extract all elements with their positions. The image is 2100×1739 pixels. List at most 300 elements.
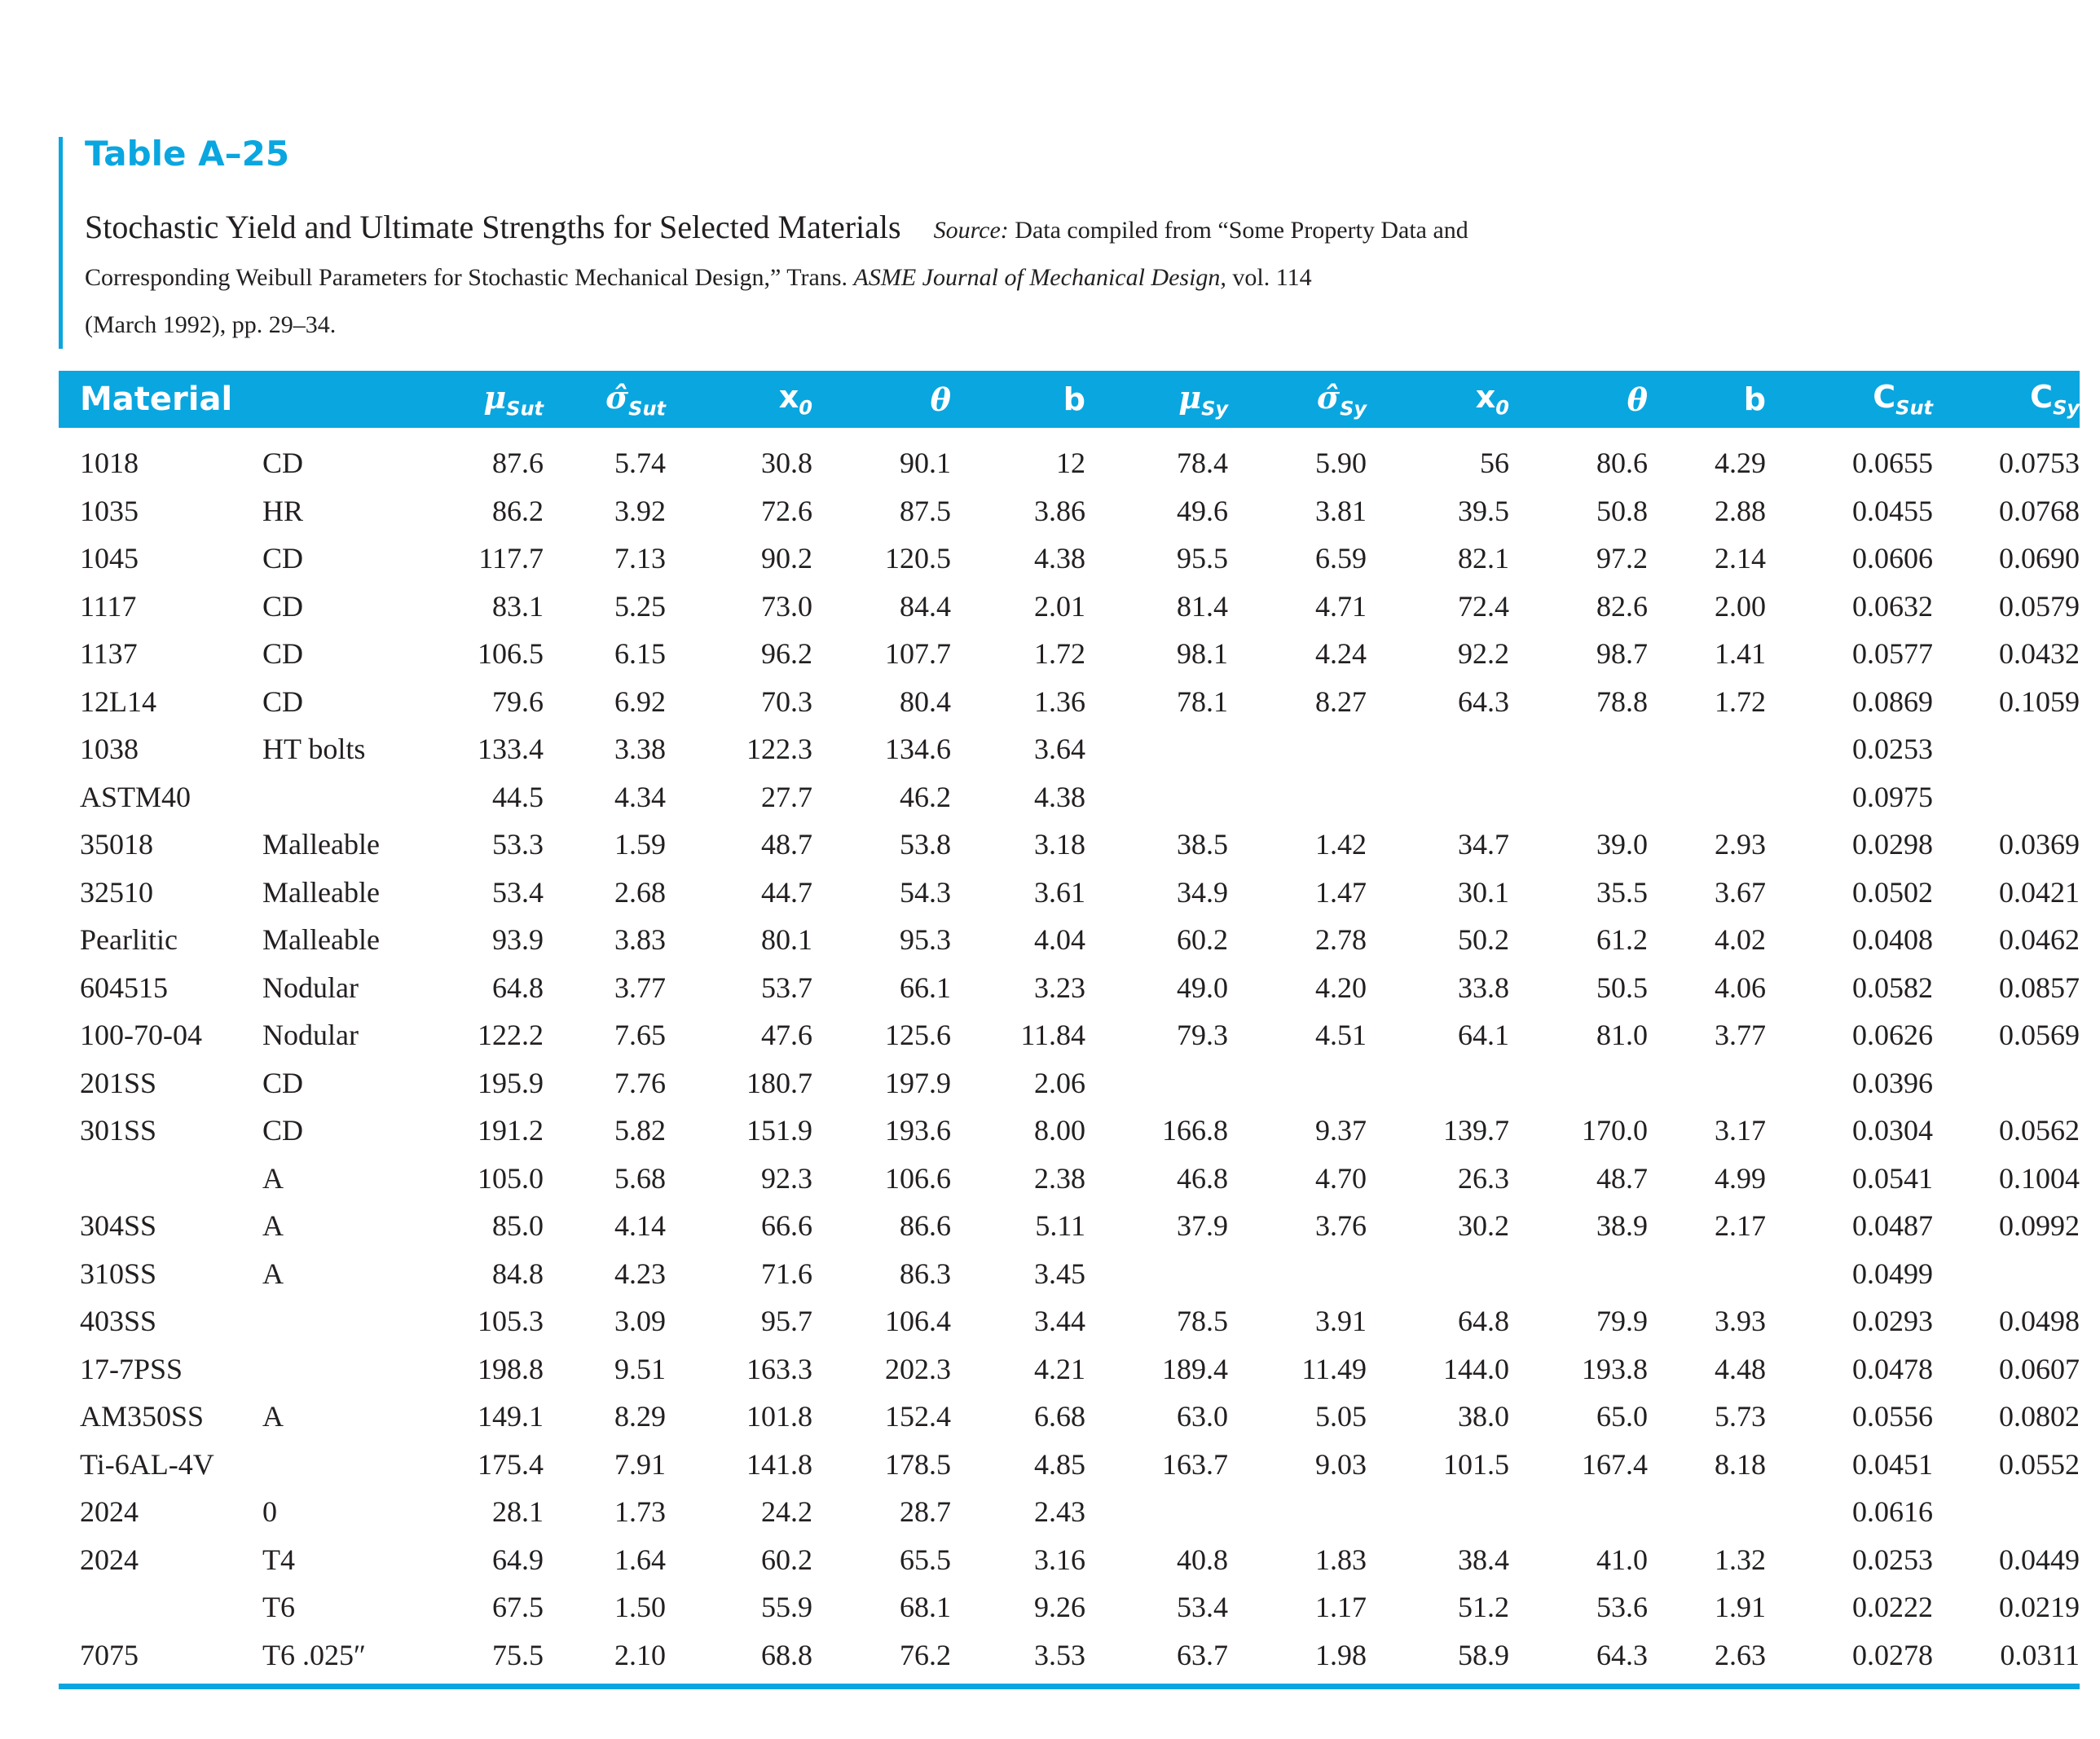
cell-theta-yield: 193.8 — [1582, 1352, 1648, 1385]
cell-b-ultimate: 4.38 — [1034, 542, 1085, 575]
cell-theta-ultimate: 197.9 — [885, 1066, 951, 1099]
cell-sigma-sy: 1.83 — [1315, 1543, 1367, 1576]
cell-b-yield: 3.67 — [1715, 875, 1766, 909]
table-row — [59, 916, 2080, 964]
cell-theta-yield: 170.0 — [1582, 1114, 1648, 1147]
table-row — [59, 535, 2080, 583]
cell-x0-yield: 34.7 — [1458, 828, 1509, 861]
cell-mu-sy — [1085, 725, 1228, 773]
cell-mu-sy: 60.2 — [1177, 923, 1228, 957]
cell-sigma-sut: 4.34 — [614, 780, 666, 813]
cell-mu-sut: 105.0 — [478, 1161, 544, 1195]
cell-c-sut: 0.0616 — [1852, 1495, 1933, 1529]
cell-x0-ultimate: 90.2 — [761, 542, 812, 575]
cell-condition: Nodular — [262, 971, 359, 1004]
cell-sigma-sy: 3.81 — [1315, 494, 1367, 527]
cell-theta-ultimate: 28.7 — [900, 1495, 951, 1529]
cell-x0-yield: 144.0 — [1443, 1352, 1509, 1385]
cell-material: 1045 — [80, 542, 139, 575]
cell-c-sy: 0.0569 — [1999, 1019, 2080, 1052]
cell-sigma-sut: 1.59 — [614, 828, 666, 861]
cell-c-sut: 0.0632 — [1852, 589, 1933, 623]
cell-b-ultimate: 3.45 — [1034, 1257, 1085, 1290]
cell-c-sy — [1933, 1059, 2080, 1107]
cell-x0-ultimate: 30.8 — [761, 447, 812, 480]
cell-theta-yield: 80.6 — [1596, 447, 1648, 480]
cell-condition: CD — [262, 542, 304, 575]
cell-c-sy: 0.0311 — [2000, 1638, 2080, 1671]
table-row — [59, 821, 2080, 869]
cell-mu-sy — [1085, 1488, 1228, 1536]
cell-theta-yield: 167.4 — [1582, 1447, 1648, 1481]
cell-mu-sy: 79.3 — [1177, 1019, 1228, 1052]
cell-mu-sy: 78.1 — [1177, 685, 1228, 718]
cell-x0-yield: 64.8 — [1458, 1305, 1509, 1338]
cell-mu-sy — [1085, 773, 1228, 821]
cell-theta-yield: 50.5 — [1596, 971, 1648, 1004]
cell-c-sut: 0.0298 — [1852, 828, 1933, 861]
cell-x0-ultimate: 71.6 — [761, 1257, 812, 1290]
cell-sigma-sy: 8.27 — [1315, 685, 1367, 718]
cell-theta-yield: 53.6 — [1596, 1591, 1648, 1624]
cell-sigma-sut: 3.38 — [614, 733, 666, 766]
cell-condition: A — [262, 1161, 284, 1195]
caption-source-label: Source: — [933, 217, 1009, 244]
cell-material: 301SS — [80, 1114, 157, 1147]
cell-sigma-sut: 4.23 — [614, 1257, 666, 1290]
table-row — [59, 1107, 2080, 1155]
cell-mu-sut: 44.5 — [492, 780, 544, 813]
cell-c-sy: 0.0462 — [1999, 923, 2080, 957]
cell-x0-yield — [1367, 1250, 1509, 1298]
cell-sigma-sut: 5.74 — [614, 447, 666, 480]
cell-x0-ultimate: 96.2 — [761, 637, 812, 671]
cell-c-sy — [1933, 725, 2080, 773]
caption-source-text: Data compiled from “Some Property Data and — [1008, 217, 1468, 244]
cell-b-yield — [1648, 1488, 1766, 1536]
cell-material: 7075 — [80, 1638, 139, 1671]
cell-mu-sut: 191.2 — [478, 1114, 544, 1147]
cell-x0-ultimate: 92.3 — [761, 1161, 812, 1195]
cell-b-yield: 3.93 — [1715, 1305, 1766, 1338]
cell-theta-yield: 81.0 — [1596, 1019, 1648, 1052]
table-row — [59, 1155, 2080, 1203]
cell-mu-sy: 78.5 — [1177, 1305, 1228, 1338]
cell-theta-ultimate: 68.1 — [900, 1591, 951, 1624]
cell-sigma-sy: 5.05 — [1315, 1400, 1367, 1433]
cell-c-sy: 0.0432 — [1999, 637, 2080, 671]
cell-material: ASTM40 — [80, 780, 192, 813]
cell-material: 1137 — [80, 637, 138, 671]
cell-x0-ultimate: 80.1 — [761, 923, 812, 957]
cell-sigma-sy: 4.51 — [1315, 1019, 1367, 1052]
cell-theta-yield — [1509, 1488, 1648, 1536]
table-row — [59, 1345, 2080, 1393]
cell-theta-ultimate: 46.2 — [900, 780, 951, 813]
cell-condition: CD — [262, 1066, 304, 1099]
cell-material — [59, 1583, 262, 1631]
header-x0-ultimate: $x_0$ — [778, 379, 812, 420]
cell-b-yield: 4.29 — [1715, 447, 1766, 480]
cell-sigma-sut: 2.10 — [614, 1638, 666, 1671]
cell-x0-yield: 92.2 — [1458, 637, 1509, 671]
cell-x0-yield: 51.2 — [1458, 1591, 1509, 1624]
table-label: Table A–25 — [85, 134, 290, 174]
cell-x0-ultimate: 66.6 — [761, 1209, 812, 1243]
cell-b-yield: 1.72 — [1715, 685, 1766, 718]
cell-theta-ultimate: 178.5 — [885, 1447, 951, 1481]
cell-x0-yield — [1367, 773, 1509, 821]
cell-c-sut: 0.0253 — [1852, 733, 1933, 766]
cell-sigma-sy: 1.98 — [1315, 1638, 1367, 1671]
cell-mu-sy: 81.4 — [1177, 589, 1228, 623]
cell-x0-ultimate: 55.9 — [761, 1591, 812, 1624]
cell-x0-yield: 30.1 — [1458, 875, 1509, 909]
cell-b-ultimate: 4.85 — [1034, 1447, 1085, 1481]
cell-b-yield: 5.73 — [1715, 1400, 1766, 1433]
cell-b-yield: 4.99 — [1715, 1161, 1766, 1195]
cell-theta-yield: 35.5 — [1596, 875, 1648, 909]
cell-material: 304SS — [80, 1209, 157, 1243]
cell-b-ultimate: 1.72 — [1034, 637, 1085, 671]
cell-mu-sut: 83.1 — [492, 589, 544, 623]
cell-condition: A — [262, 1209, 284, 1243]
cell-mu-sut: 64.9 — [492, 1543, 544, 1576]
cell-mu-sut: 85.0 — [492, 1209, 544, 1243]
cell-condition — [262, 1345, 385, 1393]
cell-material: Pearlitic — [80, 923, 178, 957]
cell-x0-yield: 101.5 — [1443, 1447, 1509, 1481]
cell-mu-sy: 40.8 — [1177, 1543, 1228, 1576]
cell-x0-ultimate: 180.7 — [746, 1066, 812, 1099]
cell-theta-ultimate: 134.6 — [885, 733, 951, 766]
cell-b-ultimate: 11.84 — [1020, 1019, 1085, 1052]
cell-sigma-sut: 5.68 — [614, 1161, 666, 1195]
cell-theta-yield: 64.3 — [1596, 1638, 1648, 1671]
cell-b-yield: 1.91 — [1715, 1591, 1766, 1624]
cell-condition: A — [262, 1257, 284, 1290]
cell-x0-yield: 50.2 — [1458, 923, 1509, 957]
cell-c-sy: 0.0992 — [1999, 1209, 2080, 1243]
cell-theta-ultimate: 106.4 — [885, 1305, 951, 1338]
cell-mu-sut: 195.9 — [478, 1066, 544, 1099]
cell-x0-yield: 39.5 — [1458, 494, 1509, 527]
cell-c-sut: 0.0455 — [1852, 494, 1933, 527]
cell-theta-ultimate: 65.5 — [900, 1543, 951, 1576]
cell-c-sy — [1933, 1250, 2080, 1298]
cell-theta-yield — [1509, 725, 1648, 773]
cell-theta-ultimate: 80.4 — [900, 685, 951, 718]
cell-theta-yield: 97.2 — [1596, 542, 1648, 575]
cell-mu-sy: 98.1 — [1177, 637, 1228, 671]
cell-theta-ultimate: 86.6 — [900, 1209, 951, 1243]
cell-sigma-sut: 2.68 — [614, 875, 666, 909]
table-row — [59, 678, 2080, 726]
cell-material: 604515 — [80, 971, 168, 1004]
cell-condition — [262, 773, 385, 821]
cell-mu-sy: 49.6 — [1177, 494, 1228, 527]
cell-theta-ultimate: 120.5 — [885, 542, 951, 575]
cell-c-sy: 0.0421 — [1999, 875, 2080, 909]
cell-b-yield — [1648, 1250, 1766, 1298]
cell-b-ultimate: 5.11 — [1035, 1209, 1085, 1243]
cell-b-yield: 3.17 — [1715, 1114, 1766, 1147]
cell-c-sut: 0.0222 — [1852, 1591, 1933, 1624]
cell-sigma-sut: 1.50 — [614, 1591, 666, 1624]
cell-b-yield — [1648, 1059, 1766, 1107]
cell-b-ultimate: 2.38 — [1034, 1161, 1085, 1195]
header-c-sut: $C_{Sut}$ — [1873, 379, 1933, 420]
cell-sigma-sut: 7.91 — [614, 1447, 666, 1481]
header-material: Material — [80, 381, 233, 418]
table-row — [59, 725, 2080, 773]
cell-b-yield: 4.06 — [1715, 971, 1766, 1004]
cell-x0-ultimate: 72.6 — [761, 494, 812, 527]
cell-b-ultimate: 3.16 — [1034, 1543, 1085, 1576]
cell-b-ultimate: 2.43 — [1034, 1495, 1085, 1529]
cell-x0-yield: 64.1 — [1458, 1019, 1509, 1052]
cell-theta-yield: 65.0 — [1596, 1400, 1648, 1433]
cell-mu-sy: 49.0 — [1177, 971, 1228, 1004]
cell-c-sy: 0.0768 — [1999, 494, 2080, 527]
cell-b-yield: 2.00 — [1715, 589, 1766, 623]
cell-c-sy: 0.1059 — [1999, 685, 2080, 718]
cell-theta-yield: 50.8 — [1596, 494, 1648, 527]
cell-theta-yield — [1509, 773, 1648, 821]
header-mu-sut: $\mu_{Sut}$ — [483, 378, 544, 420]
cell-x0-ultimate: 101.8 — [746, 1400, 812, 1433]
cell-c-sy: 0.0690 — [1999, 542, 2080, 575]
cell-x0-yield: 139.7 — [1443, 1114, 1509, 1147]
cell-c-sy: 0.0449 — [1999, 1543, 2080, 1576]
cell-theta-ultimate: 87.5 — [900, 494, 951, 527]
cell-sigma-sy: 4.70 — [1315, 1161, 1367, 1195]
cell-mu-sut: 106.5 — [478, 637, 544, 671]
cell-sigma-sy — [1228, 725, 1367, 773]
cell-sigma-sy — [1228, 1059, 1367, 1107]
cell-sigma-sut: 5.25 — [614, 589, 666, 623]
cell-sigma-sut: 3.92 — [614, 494, 666, 527]
cell-b-yield: 2.93 — [1715, 828, 1766, 861]
cell-theta-ultimate: 76.2 — [900, 1638, 951, 1671]
cell-mu-sy: 95.5 — [1177, 542, 1228, 575]
table-row — [59, 1393, 2080, 1441]
cell-mu-sut: 53.3 — [492, 828, 544, 861]
cell-b-ultimate: 3.53 — [1034, 1638, 1085, 1671]
table-body — [59, 428, 2080, 1679]
table-row — [59, 773, 2080, 821]
cell-condition: 0 — [262, 1495, 277, 1529]
cell-material: 310SS — [80, 1257, 157, 1290]
cell-condition: T6 .025″ — [262, 1638, 366, 1671]
cell-material: AM350SS — [80, 1400, 205, 1433]
cell-material: 1117 — [80, 589, 137, 623]
cell-b-yield — [1648, 725, 1766, 773]
cell-mu-sy: 37.9 — [1177, 1209, 1228, 1243]
cell-theta-yield: 38.9 — [1596, 1209, 1648, 1243]
cell-b-yield: 2.17 — [1715, 1209, 1766, 1243]
cell-condition: CD — [262, 637, 304, 671]
cell-mu-sy: 63.0 — [1177, 1400, 1228, 1433]
cell-mu-sy: 53.4 — [1177, 1591, 1228, 1624]
cell-sigma-sy — [1228, 773, 1367, 821]
cell-mu-sy — [1085, 1250, 1228, 1298]
cell-b-ultimate: 9.26 — [1034, 1591, 1085, 1624]
cell-b-ultimate: 3.64 — [1034, 733, 1085, 766]
cell-theta-yield — [1509, 1250, 1648, 1298]
cell-x0-yield: 64.3 — [1458, 685, 1509, 718]
cell-sigma-sy — [1228, 1488, 1367, 1536]
cell-condition: CD — [262, 685, 304, 718]
cell-x0-yield: 30.2 — [1458, 1209, 1509, 1243]
cell-theta-yield: 48.7 — [1596, 1161, 1648, 1195]
cell-sigma-sy: 5.90 — [1315, 447, 1367, 480]
caption-source-text: vol. 114 — [1226, 264, 1312, 291]
cell-theta-ultimate: 84.4 — [900, 589, 951, 623]
cell-b-yield: 2.63 — [1715, 1638, 1766, 1671]
cell-condition: T6 — [262, 1591, 295, 1624]
cell-sigma-sut: 7.65 — [614, 1019, 666, 1052]
cell-c-sut: 0.0278 — [1852, 1638, 1933, 1671]
cell-c-sy: 0.0562 — [1999, 1114, 2080, 1147]
cell-b-yield: 1.41 — [1715, 637, 1766, 671]
cell-c-sut: 0.0577 — [1852, 637, 1933, 671]
cell-material: 100-70-04 — [80, 1019, 202, 1052]
cell-b-ultimate: 8.00 — [1034, 1114, 1085, 1147]
cell-condition: HT bolts — [262, 733, 366, 766]
cell-x0-yield: 38.4 — [1458, 1543, 1509, 1576]
cell-sigma-sut: 1.73 — [614, 1495, 666, 1529]
cell-mu-sut: 64.8 — [492, 971, 544, 1004]
table-row — [59, 1202, 2080, 1250]
cell-sigma-sy: 1.47 — [1315, 875, 1367, 909]
cell-c-sut: 0.0541 — [1852, 1161, 1933, 1195]
cell-material — [59, 1155, 262, 1203]
cell-c-sut: 0.0626 — [1852, 1019, 1933, 1052]
cell-c-sut: 0.0408 — [1852, 923, 1933, 957]
cell-c-sut: 0.0293 — [1852, 1305, 1933, 1338]
cell-mu-sut: 86.2 — [492, 494, 544, 527]
cell-x0-ultimate: 48.7 — [761, 828, 812, 861]
cell-theta-yield: 41.0 — [1596, 1543, 1648, 1576]
cell-condition: Nodular — [262, 1019, 359, 1052]
cell-c-sy: 0.0219 — [1999, 1591, 2080, 1624]
cell-sigma-sy: 1.17 — [1315, 1591, 1367, 1624]
cell-c-sy: 0.0802 — [1999, 1400, 2080, 1433]
cell-mu-sut: 93.9 — [492, 923, 544, 957]
header-sigma-sut: $\sigmâ_{Sut}$ — [605, 378, 666, 420]
table-row — [59, 1011, 2080, 1059]
header-theta-ultimate: θ — [930, 381, 951, 418]
cell-mu-sut: 67.5 — [492, 1591, 544, 1624]
cell-mu-sy: 78.4 — [1177, 447, 1228, 480]
cell-x0-yield — [1367, 1059, 1509, 1107]
table-row — [59, 487, 2080, 535]
cell-c-sut: 0.0606 — [1852, 542, 1933, 575]
cell-x0-yield — [1367, 725, 1509, 773]
cell-material: 1018 — [80, 447, 139, 480]
table-row — [59, 964, 2080, 1012]
cell-sigma-sut: 8.29 — [614, 1400, 666, 1433]
cell-c-sut: 0.0304 — [1852, 1114, 1933, 1147]
cell-b-ultimate: 12 — [1056, 447, 1085, 480]
cell-mu-sut: 75.5 — [492, 1638, 544, 1671]
table-header-row — [59, 371, 2080, 428]
cell-sigma-sy: 9.03 — [1315, 1447, 1367, 1481]
cell-material: 1038 — [80, 733, 139, 766]
table-row — [59, 1250, 2080, 1298]
cell-c-sut: 0.0478 — [1852, 1352, 1933, 1385]
cell-condition: T4 — [262, 1543, 295, 1576]
cell-material: 35018 — [80, 828, 153, 861]
cell-theta-ultimate: 66.1 — [900, 971, 951, 1004]
header-b-yield: b — [1743, 381, 1766, 417]
header-x0-yield: $x_0$ — [1475, 379, 1509, 420]
cell-mu-sut: 117.7 — [478, 542, 544, 575]
cell-c-sut: 0.0655 — [1852, 447, 1933, 480]
cell-c-sut: 0.0396 — [1852, 1066, 1933, 1099]
cell-sigma-sut: 3.09 — [614, 1305, 666, 1338]
cell-mu-sut: 149.1 — [478, 1400, 544, 1433]
cell-sigma-sy: 4.24 — [1315, 637, 1367, 671]
cell-mu-sut: 28.1 — [492, 1495, 544, 1529]
cell-material: 2024 — [80, 1495, 139, 1529]
cell-mu-sy: 163.7 — [1162, 1447, 1228, 1481]
cell-b-ultimate: 4.04 — [1034, 923, 1085, 957]
cell-b-ultimate: 3.18 — [1034, 828, 1085, 861]
cell-material: 2024 — [80, 1543, 139, 1576]
cell-sigma-sut: 4.14 — [614, 1209, 666, 1243]
cell-mu-sut: 84.8 — [492, 1257, 544, 1290]
cell-condition: Malleable — [262, 828, 380, 861]
cell-b-ultimate: 3.86 — [1034, 494, 1085, 527]
cell-x0-yield: 33.8 — [1458, 971, 1509, 1004]
table-row — [59, 1583, 2080, 1631]
cell-material: 403SS — [80, 1305, 157, 1338]
cell-c-sy: 0.0579 — [1999, 589, 2080, 623]
cell-b-yield: 4.02 — [1715, 923, 1766, 957]
cell-x0-ultimate: 60.2 — [761, 1543, 812, 1576]
cell-theta-ultimate: 125.6 — [885, 1019, 951, 1052]
cell-material: Ti-6AL-4V — [80, 1447, 214, 1481]
cell-material: 17-7PSS — [80, 1352, 183, 1385]
cell-b-yield: 8.18 — [1715, 1447, 1766, 1481]
table-row — [59, 1536, 2080, 1584]
cell-sigma-sut: 9.51 — [614, 1352, 666, 1385]
cell-sigma-sut: 6.15 — [614, 637, 666, 671]
header-b-ultimate: b — [1063, 381, 1085, 417]
caption-journal: ASME Journal of Mechanical Design, — [853, 264, 1226, 291]
data-table — [59, 371, 2080, 1679]
cell-theta-yield: 78.8 — [1596, 685, 1648, 718]
cell-c-sy: 0.0753 — [1999, 447, 2080, 480]
cell-x0-ultimate: 70.3 — [761, 685, 812, 718]
cell-sigma-sy: 11.49 — [1301, 1352, 1367, 1385]
cell-theta-yield: 61.2 — [1596, 923, 1648, 957]
cell-condition: HR — [262, 494, 304, 527]
cell-condition: Malleable — [262, 875, 380, 909]
cell-c-sy — [1933, 773, 2080, 821]
cell-b-yield: 4.48 — [1715, 1352, 1766, 1385]
table-header-block — [59, 134, 1715, 349]
cell-condition: CD — [262, 447, 304, 480]
cell-x0-yield — [1367, 1488, 1509, 1536]
cell-condition: Malleable — [262, 923, 380, 957]
cell-sigma-sy: 4.71 — [1315, 589, 1367, 623]
cell-theta-ultimate: 86.3 — [900, 1257, 951, 1290]
cell-c-sy: 0.1004 — [1999, 1161, 2080, 1195]
cell-x0-yield: 58.9 — [1458, 1638, 1509, 1671]
